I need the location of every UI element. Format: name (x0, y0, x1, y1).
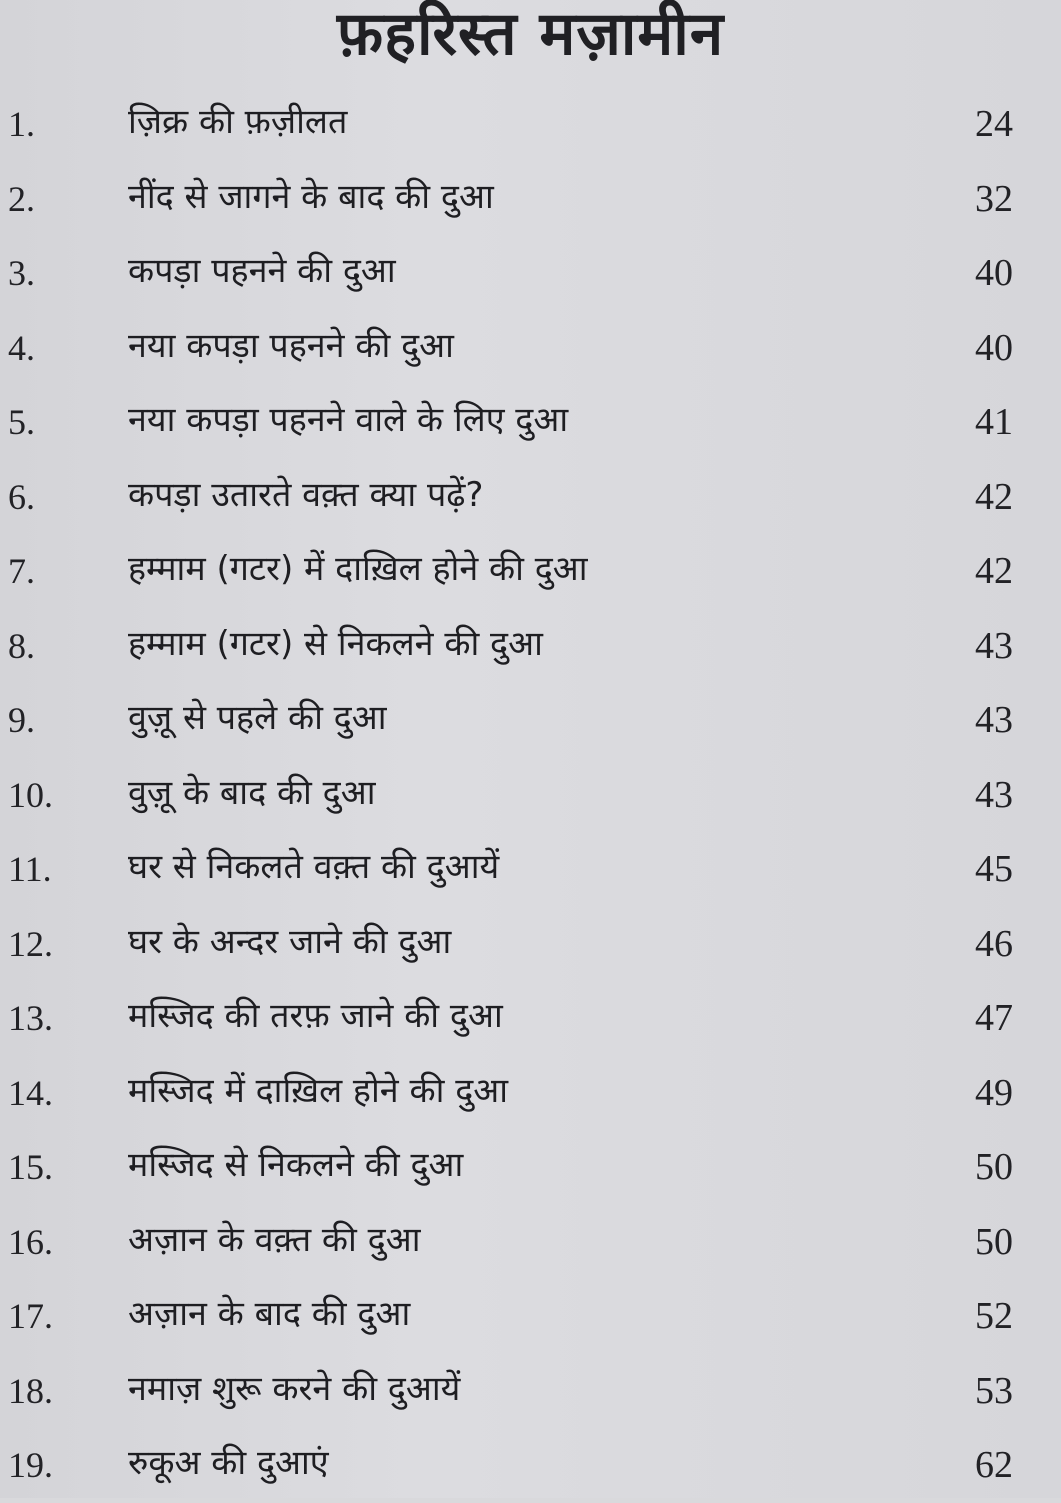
entry-page-number: 41 (975, 401, 1013, 443)
toc-entry (0, 610, 1061, 684)
entry-page-number: 50 (975, 1220, 1013, 1263)
entry-page-number: 32 (975, 177, 1013, 220)
entry-page-number: 46 (975, 922, 1013, 965)
entry-title: नींद से जागने के बाद की दुआ (128, 176, 494, 217)
toc-entry (0, 759, 1061, 833)
toc-entry (0, 1206, 1061, 1280)
entry-title: ज़िक्र की फ़ज़ीलत (128, 102, 348, 142)
toc-entry (0, 1057, 1061, 1131)
entry-number: 1. (8, 104, 35, 144)
entry-title: घर के अन्दर जाने की दुआ (128, 921, 452, 962)
entry-number: 7. (8, 551, 35, 591)
entry-number: 8. (8, 625, 35, 666)
entry-number: 13. (8, 998, 53, 1038)
entry-page-number: 42 (975, 475, 1013, 518)
toc-entry (0, 237, 1061, 311)
entry-number: 4. (8, 327, 35, 368)
entry-number: 9. (8, 700, 35, 740)
entry-title: मस्जिद से निकलने की दुआ (128, 1145, 464, 1185)
toc-entry (0, 1131, 1061, 1205)
entry-page-number: 45 (975, 848, 1013, 890)
entry-title: वुज़ू के बाद की दुआ (128, 772, 376, 813)
toc-entry (0, 908, 1061, 982)
entry-number: 10. (8, 774, 53, 815)
entry-number: 2. (8, 178, 35, 219)
entry-title: नया कपड़ा पहनने की दुआ (128, 325, 454, 366)
entry-title: नमाज़ शुरू करने की दुआयें (128, 1368, 461, 1409)
entry-title: अज़ान के बाद की दुआ (128, 1294, 411, 1334)
entry-number: 5. (8, 402, 35, 442)
toc-entry (0, 1355, 1061, 1429)
entry-title: रुकूअ की दुआएं (128, 1443, 329, 1483)
toc-entry (0, 535, 1061, 609)
entry-title: कपड़ा उतारते वक़्त क्या पढ़ें? (128, 474, 484, 515)
toc-entry (0, 684, 1061, 758)
entry-number: 19. (8, 1445, 53, 1485)
entry-page-number: 49 (975, 1071, 1013, 1114)
entry-page-number: 43 (975, 773, 1013, 816)
page-title: फ़हरिस्त मज़ामीन (336, 0, 725, 69)
entry-number: 18. (8, 1370, 53, 1411)
entry-page-number: 52 (975, 1295, 1013, 1337)
entry-number: 15. (8, 1147, 53, 1187)
entry-page-number: 40 (975, 326, 1013, 369)
entry-title: कपड़ा पहनने की दुआ (128, 251, 396, 291)
toc-entry (0, 88, 1061, 162)
entry-title: घर से निकलते वक़्त की दुआयें (128, 847, 500, 887)
toc-entry (0, 1280, 1061, 1354)
entry-title: हम्माम (गटर) से निकलने की दुआ (128, 623, 543, 664)
entry-page-number: 42 (975, 550, 1013, 592)
entry-number: 14. (8, 1072, 53, 1113)
entry-title: मस्जिद में दाख़िल होने की दुआ (128, 1070, 508, 1111)
toc-entry (0, 312, 1061, 386)
entry-title: हम्माम (गटर) में दाख़िल होने की दुआ (128, 549, 588, 589)
entry-number: 16. (8, 1221, 53, 1262)
entry-page-number: 43 (975, 699, 1013, 741)
entry-number: 3. (8, 253, 35, 293)
entry-page-number: 24 (975, 103, 1013, 145)
entry-title: वुज़ू से पहले की दुआ (128, 698, 387, 738)
entry-title: नया कपड़ा पहनने वाले के लिए दुआ (128, 400, 569, 440)
toc-entry (0, 163, 1061, 237)
entry-number: 11. (8, 849, 52, 889)
entry-page-number: 62 (975, 1444, 1013, 1486)
entry-number: 12. (8, 923, 53, 964)
entry-page-number: 50 (975, 1146, 1013, 1188)
toc-entry (0, 982, 1061, 1056)
toc-entry (0, 386, 1061, 460)
entry-page-number: 43 (975, 624, 1013, 667)
entry-title: अज़ान के वक़्त की दुआ (128, 1219, 421, 1260)
entry-page-number: 40 (975, 252, 1013, 294)
toc-entry (0, 461, 1061, 535)
entry-title: मस्जिद की तरफ़ जाने की दुआ (128, 996, 503, 1036)
entry-number: 6. (8, 476, 35, 517)
toc-entry (0, 833, 1061, 907)
entry-number: 17. (8, 1296, 53, 1336)
entry-page-number: 53 (975, 1369, 1013, 1412)
entry-page-number: 47 (975, 997, 1013, 1039)
toc-entry (0, 1429, 1061, 1503)
